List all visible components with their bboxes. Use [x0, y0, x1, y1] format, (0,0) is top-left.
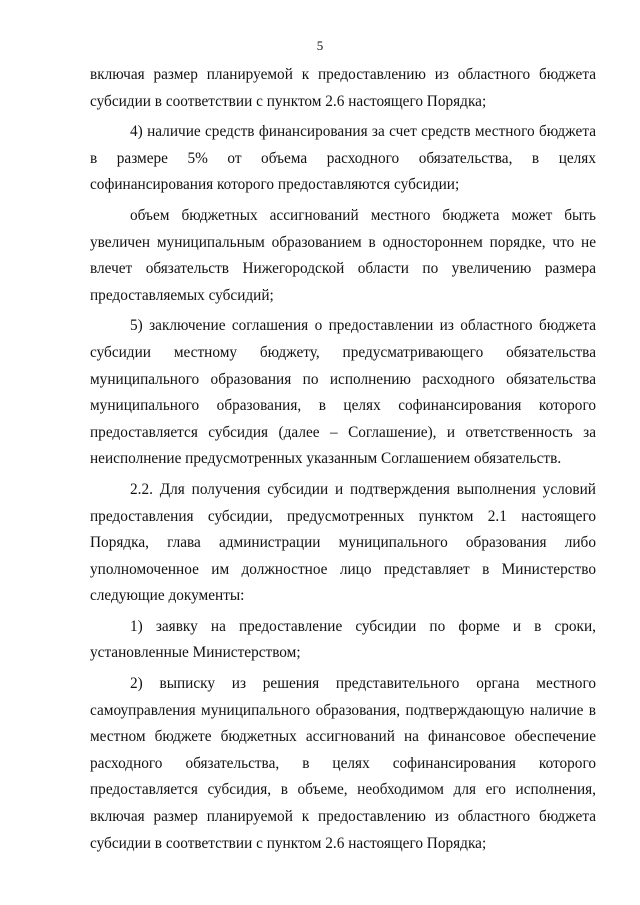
paragraph-budget-allocations: объем бюджетных ассигнований местного бюджета может быть увеличен муниципальным образованием в одностороннем порядке, что не влечет обязательств Нижегородской области по увеличению размера предоставляемых субсидий;: [90, 206, 596, 304]
paragraph-item-5: 5) заключение соглашения о предоставлении из областного бюджета субсидии местному бюджету, предусматривающего обязательства муниципального образования по исполнению расходного обязательства муниципального образования, в целях софинансирования которого предоставляется субсидия (далее – Соглашение), и ответственность за неисполнение предусмотренных указанным Соглашением обязательств.: [90, 317, 596, 468]
paragraph-document-2: 2) выписку из решения представительного органа местного самоуправления муниципального образования, подтверждающую наличие в местном бюджете бюджетных ассигнований на финансовое обеспечение расходного обязательства, в целях софинансирования которого предоставляется субсидия, в объеме, необходимом для его исполнения, включая размер планируемой к предоставлению из областного бюджета субсидии в соответствии с пунктом 2.6 настоящего Порядка;: [90, 675, 596, 852]
paragraph-section-2-2: 2.2. Для получения субсидии и подтверждения выполнения условий предоставления субсидии, предусмотренных пунктом 2.1 настоящего Порядка, глава администрации муниципального образования либо уполномоченное им должностное лицо представляет в Министерство следующие документы:: [90, 480, 596, 605]
paragraph-item-4: 4) наличие средств финансирования за счет средств местного бюджета в размере 5% от объема расходного обязательства, в целях софинансирования которого предоставляются субсидии;: [90, 123, 596, 194]
paragraph-continuation: включая размер планируемой к предоставлению из областного бюджета субсидии в соответствии с пунктом 2.6 настоящего Порядка;: [90, 66, 596, 110]
paragraph-document-1: 1) заявку на предоставление субсидии по форме и в сроки, установленные Министерством;: [90, 617, 596, 662]
page-number: 5: [316, 38, 324, 53]
document-body: [90, 62, 596, 857]
